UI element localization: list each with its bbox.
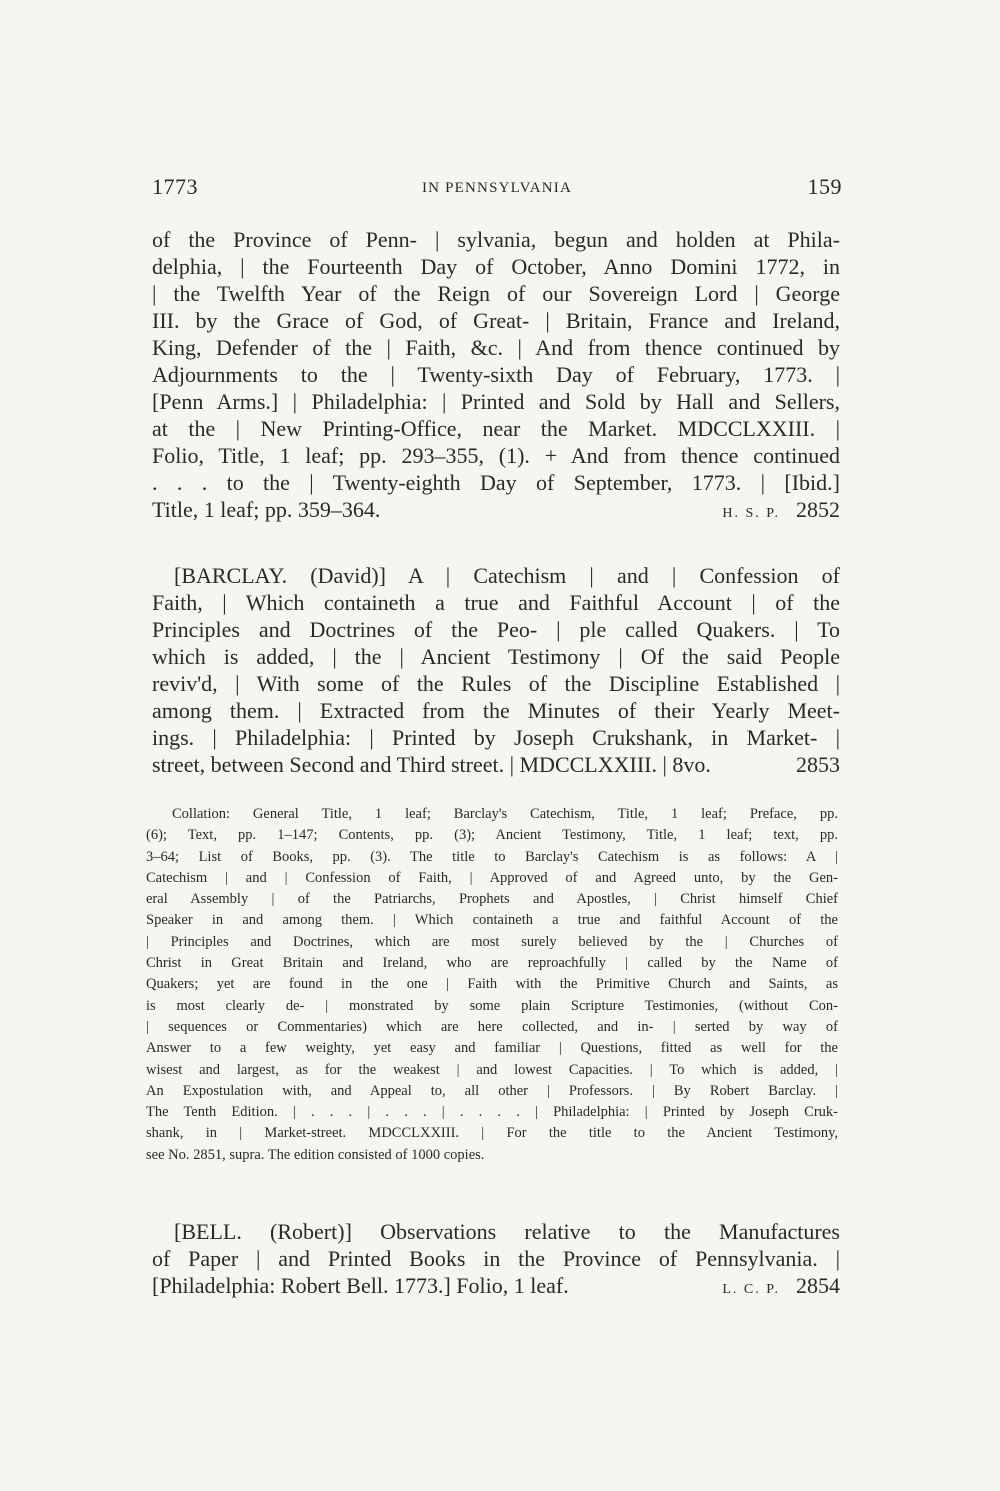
entry-reference [722, 496, 840, 523]
note-line: (6); Text, pp. 1–147; Contents, pp. (3); Ancient Testimony, Title, 1 leaf; text, pp. [146, 827, 838, 844]
entry-2852 [152, 226, 840, 523]
collation-note [146, 804, 838, 1166]
entry-reference [722, 1272, 840, 1299]
note-line: Quakers; yet are found in the one | Faith with the Primitive Church and Saints, as [146, 976, 838, 993]
note-line: | sequences or Commentaries) which are here collected, and in- | serted by way of [146, 1018, 838, 1035]
note-line: Answer to a few weighty, yet easy and familiar | Questions, fitted as well for the [146, 1040, 838, 1057]
entry-line: at the | New Printing-Office, near the Market. MDCCLXXIII. | [152, 416, 840, 441]
entry-number: 2854 [796, 1273, 840, 1298]
library-location: L. C. P. [722, 1282, 780, 1297]
note-line: 3–64; List of Books, pp. (3). The title to Barclay's Catechism is as follows: A | [146, 848, 838, 865]
note-line: Christ in Great Britain and Ireland, who are reproachfully | called by the Name of [146, 955, 838, 972]
entry-line: delphia, | the Fourteenth Day of October, Anno Domini 1772, in [152, 254, 840, 279]
entry-line: | the Twelfth Year of the Reign of our Sovereign Lord | George [152, 281, 840, 306]
entry-line: Faith, | Which containeth a true and Faithful Account | of the [152, 590, 840, 615]
entry-line: [Philadelphia: Robert Bell. 1773.] Folio, 1 leaf. L. C. P. 2854 [152, 1273, 840, 1298]
entry-line: of Paper | and Printed Books in the Province of Pennsylvania. | [152, 1246, 840, 1271]
running-title: IN PENNSYLVANIA [421, 180, 573, 196]
note-line: eral Assembly | of the Patriarchs, Prophets and Apostles, | Christ himself Chief [146, 891, 838, 908]
note-line: Collation: General Title, 1 leaf; Barclay's Catechism, Title, 1 leaf; Preface, pp. [172, 806, 838, 822]
entry-number: 2853 [796, 752, 840, 777]
note-line: shank, in | Market-street. MDCCLXXIII. | For the title to the Ancient Testimony, [146, 1125, 838, 1142]
entry-line: [Penn Arms.] | Philadelphia: | Printed and Sold by Hall and Sellers, [152, 389, 840, 414]
entry-2853 [152, 562, 840, 778]
note-line: is most clearly de- | monstrated by some plain Scripture Testimonies, (without Con- [146, 997, 838, 1014]
entry-line: street, between Second and Third street. | MDCCLXXIII. | 8vo. 2853 [152, 752, 840, 777]
entry-line: King, Defender of the | Faith, &c. | And from thence continued by [152, 335, 840, 360]
note-line: | Principles and Doctrines, which are most surely believed by the | Churches of [146, 933, 838, 950]
note-line: An Expostulation with, and Appeal to, all other | Professors. | By Robert Barclay. | [146, 1082, 838, 1099]
entry-line: of the Province of Penn- | sylvania, begun and holden at Phila- [152, 227, 840, 252]
entry-line: Principles and Doctrines of the Peo- | ple called Quakers. | To [152, 617, 840, 642]
entry-line: Folio, Title, 1 leaf; pp. 293–355, (1). + And from thence continued [152, 443, 840, 468]
running-header [152, 170, 842, 206]
header-year: 1773 [152, 174, 198, 199]
entry-line: ings. | Philadelphia: | Printed by Joseph Crukshank, in Market- | [152, 725, 840, 750]
entry-line: [BARCLAY. (David)] A | Catechism | and | Confession of [174, 563, 840, 588]
entry-line: . . . to the | Twenty-eighth Day of September, 1773. | [Ibid.] [152, 470, 840, 495]
entry-line: Adjournments to the | Twenty-sixth Day of February, 1773. | [152, 362, 840, 387]
note-line: Speaker in and among them. | Which containeth a true and faithful Account of the [146, 912, 838, 929]
library-location: H. S. P. [722, 506, 780, 521]
entry-line: [BELL. (Robert)] Observations relative to the Manufactures [174, 1219, 840, 1244]
entry-reference [796, 751, 840, 778]
entry-line: III. by the Grace of God, of Great- | Britain, France and Ireland, [152, 308, 840, 333]
entry-line: which is added, | the | Ancient Testimony | Of the said People [152, 644, 840, 669]
entry-2854 [152, 1218, 840, 1299]
note-line: wisest and largest, as for the weakest | and lowest Capacities. | To which is added, | [146, 1061, 838, 1078]
note-line: The Tenth Edition. | . . . | . . . | . . . . | Philadelphia: | Printed by Joseph Cruk- [146, 1104, 838, 1121]
page-number: 159 [807, 174, 842, 199]
entry-line: Title, 1 leaf; pp. 359–364. H. S. P. 2852 [152, 497, 840, 522]
note-line: Catechism | and | Confession of Faith, | Approved of and Agreed unto, by the Gen- [146, 869, 838, 886]
entry-line: reviv'd, | With some of the Rules of the Discipline Established | [152, 671, 840, 696]
entry-line: among them. | Extracted from the Minutes of their Yearly Meet- [152, 698, 840, 723]
note-line: see No. 2851, supra. The edition consisted of 1000 copies. [146, 1146, 485, 1163]
entry-number: 2852 [796, 497, 840, 522]
